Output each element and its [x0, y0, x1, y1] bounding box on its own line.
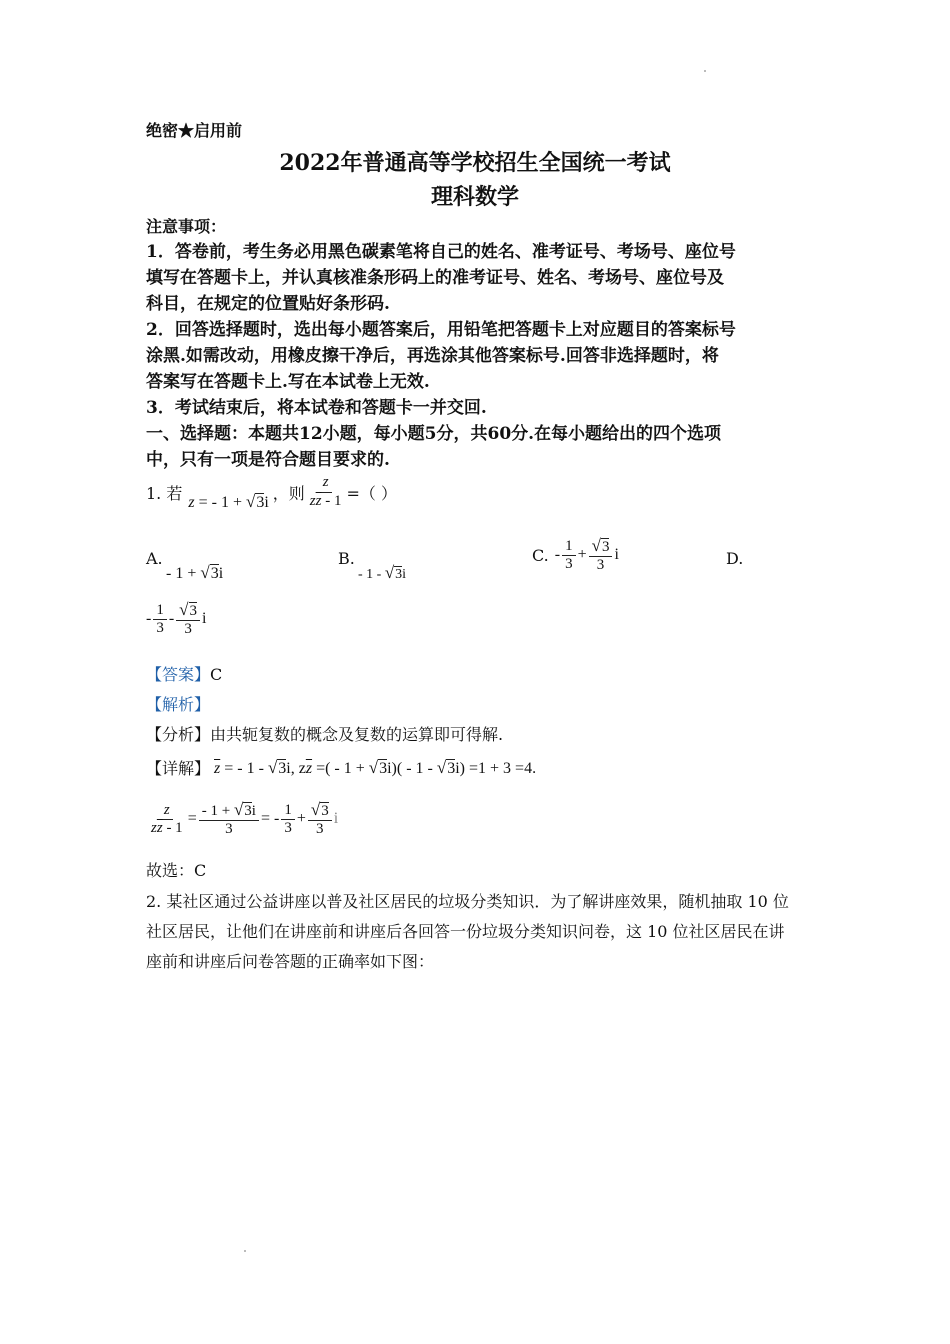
xj-part1: = - 1 -: [224, 759, 264, 777]
calc-rad4: 3: [321, 803, 329, 819]
notice-line: 2．回答选择题时，选出每小题答案后，用铅笔把答题卡上对应题目的答案标号: [146, 320, 736, 340]
calc-d3: 3: [284, 819, 292, 836]
optC-frac2: [589, 536, 613, 575]
xj-mid: i, z: [286, 759, 306, 777]
xiangjie-line: [146, 756, 536, 779]
option-a-label: A.: [146, 549, 163, 568]
question-2-line: 2. 某社区通过公益讲座以普及社区居民的垃圾分类知识．为了解讲座效果，随机抽取 10 位: [146, 892, 789, 911]
notice-line: 3．考试结束后，将本试卷和答题卡一并交回.: [146, 398, 487, 418]
optC-n1: 1: [562, 538, 576, 556]
sqrt-icon: √: [233, 800, 244, 819]
q1-cond-rad: 3: [256, 494, 265, 511]
question-2-line: 社区居民，让他们在讲座前和讲座后各回答一份垃圾分类知识问卷，这 10 位社区居民在讲: [146, 922, 785, 941]
optD-d2: 3: [184, 621, 192, 638]
calc-num2-rad: 3: [244, 803, 252, 819]
optD-d1: 3: [156, 619, 164, 636]
q1-frac-den-bar: $\overline{z}$: [315, 492, 322, 509]
notice-heading: 注意事项：: [146, 217, 227, 236]
q1-frac-num: z: [322, 474, 329, 491]
calc-frac2: [199, 800, 259, 839]
optD-frac1: [153, 602, 167, 638]
calc-num2-a: - 1 +: [201, 803, 231, 819]
option-b: [358, 563, 406, 583]
optA-rad: 3: [210, 565, 219, 582]
optC-i: i: [614, 546, 619, 564]
optD-i: i: [202, 610, 207, 628]
q1-condition: [188, 492, 268, 512]
q1-cond-eq: = - 1 +: [198, 494, 242, 511]
optD-frac2: [176, 600, 200, 639]
calc-n3: 1: [281, 802, 295, 820]
calc-line: [146, 800, 338, 839]
xj-rad1: 3: [278, 759, 287, 777]
calc-frac1: [148, 802, 186, 838]
calc-frac4: [308, 800, 332, 839]
optD-sign: -: [146, 610, 152, 628]
xj-end: i) =1 + 3 =4.: [455, 759, 537, 777]
q1-tail: =（ ）: [346, 483, 397, 503]
optC-d1: 3: [565, 555, 573, 572]
sqrt-icon: √: [436, 757, 447, 777]
notice-line: 填写在答题卡上，并认真核准条形码上的准考证号、姓名、考场号、座位号及: [146, 268, 724, 288]
xj-mid2: i)( - 1 -: [387, 759, 433, 777]
option-d-label: D.: [726, 549, 744, 568]
sqrt-icon: √: [200, 563, 210, 582]
xj-rad3: 3: [447, 759, 456, 777]
q1-frac-den-b: - 1: [321, 492, 342, 509]
answer-value: C: [210, 665, 223, 684]
calc-i: i: [333, 810, 339, 828]
optB-rad: 3: [395, 567, 403, 582]
fenxi-tag: 【分析】: [146, 725, 211, 744]
option-b-label: B.: [338, 549, 355, 568]
xiangjie-tag: 【详解】: [146, 759, 211, 778]
optC-d2: 3: [596, 557, 605, 574]
sqrt-icon: √: [310, 800, 321, 819]
optB-a: - 1 -: [358, 567, 382, 582]
calc-num2-i: i: [251, 803, 256, 819]
exam-subtitle: 理科数学: [430, 184, 519, 210]
notice-line: 涂黑.如需改动，用橡皮擦干净后，再选涂其他答案标号.回答非选择题时，将: [146, 346, 719, 366]
conclusion: 故选：C: [146, 861, 207, 880]
q1-fraction: [307, 474, 345, 510]
calc-den-b: - 1: [162, 819, 183, 836]
calc-den-bar: $\overline{z}$: [156, 819, 163, 836]
optA-i: i: [218, 565, 224, 582]
optC-sign: -: [554, 546, 561, 564]
calc-num: z: [163, 801, 170, 818]
calc-eq2: = -: [260, 810, 280, 828]
optD-rad: 3: [189, 603, 197, 619]
xiangjie-math: $\overline{z}$ = - 1 - √3i, $z\overline{z}$ =( - 1 + √3i)( - 1 - √3i) =1 + 3 =4.: [214, 757, 537, 777]
fenxi-text: 由共轭复数的概念及复数的运算即可得解.: [210, 725, 504, 744]
sqrt-icon: √: [591, 536, 601, 555]
answer-tag: 【答案】: [146, 665, 211, 684]
speck-decoration: [704, 70, 706, 72]
notice-line: 答案写在答题卡上.写在本试卷上无效.: [146, 372, 430, 392]
notice-line: 科目，在规定的位置贴好条形码.: [146, 294, 390, 314]
calc-frac3: [281, 802, 295, 838]
sqrt-icon: √: [384, 563, 395, 582]
question-2-line: 座前和讲座后问卷答题的正确率如下图：: [146, 952, 435, 971]
q1-then: ，则: [272, 483, 305, 503]
optD-minus: -: [168, 610, 175, 628]
notice-line: 1．答卷前，考生务必用黑色碳素笔将自己的姓名、准考证号、考场号、座位号: [146, 242, 736, 262]
option-a: [166, 563, 223, 583]
sqrt-icon: √: [179, 600, 189, 619]
q1-frac-den-a: z: [309, 492, 316, 509]
answer-line: [146, 662, 222, 685]
calc-d4: 3: [316, 821, 324, 838]
optB-i: i: [402, 567, 407, 582]
question-1-stem: [146, 472, 397, 512]
optC-rad: 3: [601, 539, 610, 555]
optC-plus: +: [577, 546, 587, 564]
fenxi-line: [146, 722, 503, 745]
optD-n1: 1: [153, 602, 167, 620]
option-c-label: C.: [532, 545, 549, 565]
xj-rad2: 3: [379, 759, 388, 777]
sqrt-icon: √: [267, 757, 278, 777]
calc-plus: +: [296, 810, 306, 828]
section-heading: 中，只有一项是符合题目要求的.: [146, 450, 390, 470]
xj-eq2: =( - 1 +: [312, 759, 365, 777]
exam-title: 2022年普通高等学校招生全国统一考试: [279, 150, 671, 176]
sqrt-icon: √: [368, 757, 379, 777]
optC-frac1: [562, 538, 576, 574]
var-z: z: [188, 494, 195, 511]
analysis-tag: 【解析】: [146, 695, 211, 714]
sqrt-icon: √: [245, 492, 256, 511]
speck-decoration: [244, 1250, 246, 1252]
option-d: [146, 600, 206, 639]
calc-den-a: z: [151, 819, 157, 836]
section-heading: 一、选择题：本题共12小题，每小题5分，共60分.在每小题给出的四个选项: [146, 424, 722, 444]
calc-eq: =: [187, 810, 197, 828]
q1-prefix: 1. 若: [146, 483, 183, 503]
q1-cond-i: i: [264, 494, 269, 511]
calc-den2: 3: [225, 821, 233, 838]
optA-a: - 1 +: [166, 565, 197, 582]
option-c: [532, 536, 619, 575]
secret-label: 绝密★启用前: [146, 121, 243, 140]
